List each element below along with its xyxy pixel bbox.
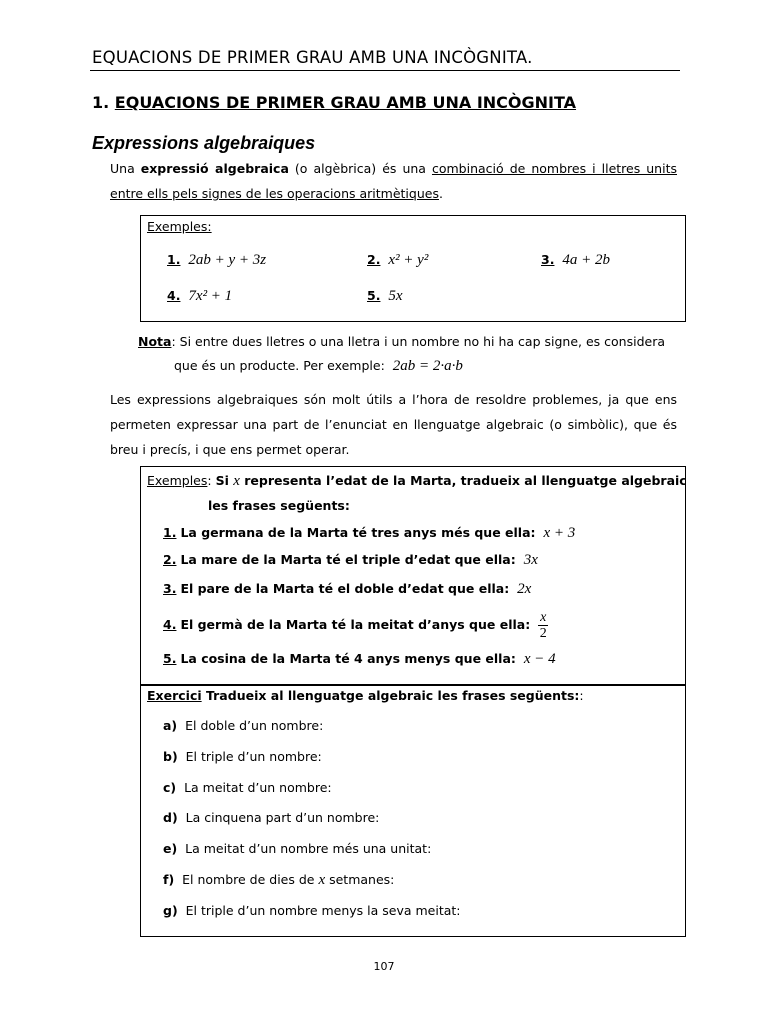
- translation-item: 4. El germà de la Marta té la meitat d’anys que ella: $\frac{x}{2}$: [163, 610, 547, 641]
- fraction: $\frac{x}{2}$: [539, 610, 547, 641]
- subsection-title: Expressions algebraiques: [92, 133, 316, 153]
- example-item: 3. 4a + 2b: [541, 252, 611, 268]
- translation-item: 1. La germana de la Marta té tres anys més que ella: x + 3: [163, 525, 576, 541]
- note-example: 2ab = 2·a·b: [392, 358, 463, 374]
- section-title-text: EQUACIONS DE PRIMER GRAU AMB UNA INCÒGNITA: [114, 93, 577, 112]
- definition-term: expressió algebraica: [140, 161, 289, 176]
- exercise-item: e) La meitat d’un nombre més una unitat:: [163, 841, 432, 856]
- translation-intro: Exemples: Si x representa l’edat de la Marta, tradueix al llenguatge algebraic: [147, 473, 687, 489]
- definition-underlined: combinació de nombres i lletres units entre ells pels signes de les operacions aritmètiques: [110, 161, 677, 201]
- examples-box: [140, 215, 686, 322]
- exercise-item: a) El doble d’un nombre:: [163, 718, 324, 733]
- running-header: EQUACIONS DE PRIMER GRAU AMB UNA INCÒGNITA.: [92, 48, 533, 67]
- section-title: [92, 93, 576, 112]
- example-item: 1. 2ab + y + 3z: [167, 252, 267, 268]
- exercise-item: c) La meitat d’un nombre:: [163, 780, 332, 795]
- translation-label: Exemples: [147, 473, 208, 488]
- definition-text-3: .: [438, 186, 443, 201]
- exercise-box: [140, 684, 686, 937]
- header-rule: [90, 70, 680, 71]
- note-label: Nota: [138, 334, 172, 349]
- definition-paragraph: [110, 156, 677, 206]
- body-paragraph: Les expressions algebraiques són molt útils a l’hora de resoldre problemes, ja que ens permeten expressar una part de l’enunciat en llenguatge algebraic (o simbòlic), que és breu i precís, i que ens permet operar.: [110, 392, 677, 457]
- exercise-item: g) El triple d’un nombre menys la seva meitat:: [163, 903, 461, 918]
- translation-item: 5. La cosina de la Marta té 4 anys menys que ella: x − 4: [163, 651, 556, 667]
- exercise-item: b) El triple d’un nombre:: [163, 749, 322, 764]
- page-number: 107: [373, 960, 395, 973]
- note-text-2: que és un producte. Per exemple:: [174, 358, 385, 373]
- translation-item: 3. El pare de la Marta té el doble d’edat que ella: 2x: [163, 581, 532, 597]
- example-item: 4. 7x² + 1: [167, 288, 233, 304]
- translation-box: [140, 466, 686, 686]
- note-line-1: [138, 334, 678, 349]
- note-line-2: [174, 358, 463, 375]
- definition-text-2: (o algèbrica) és una: [288, 161, 432, 176]
- exercise-label: Exercici: [147, 688, 202, 703]
- example-item: 2. x² + y²: [367, 252, 429, 268]
- translation-item: 2. La mare de la Marta té el triple d’edat que ella: 3x: [163, 552, 538, 568]
- exercise-item: d) La cinquena part d’un nombre:: [163, 810, 380, 825]
- exercise-title: Exercici Tradueix al llenguatge algebraic les frases següents::: [147, 688, 584, 703]
- example-item: 5. 5x: [367, 288, 403, 304]
- exercise-item: f) El nombre de dies de x setmanes:: [163, 872, 395, 888]
- examples-label: Exemples:: [147, 219, 212, 234]
- section-number: 1.: [92, 93, 110, 112]
- definition-text-1: Una: [110, 161, 141, 176]
- translation-intro-line2: les frases següents:: [208, 498, 350, 513]
- note-text-1: : Si entre dues lletres o una lletra i un nombre no hi ha cap signe, es considera: [171, 334, 665, 349]
